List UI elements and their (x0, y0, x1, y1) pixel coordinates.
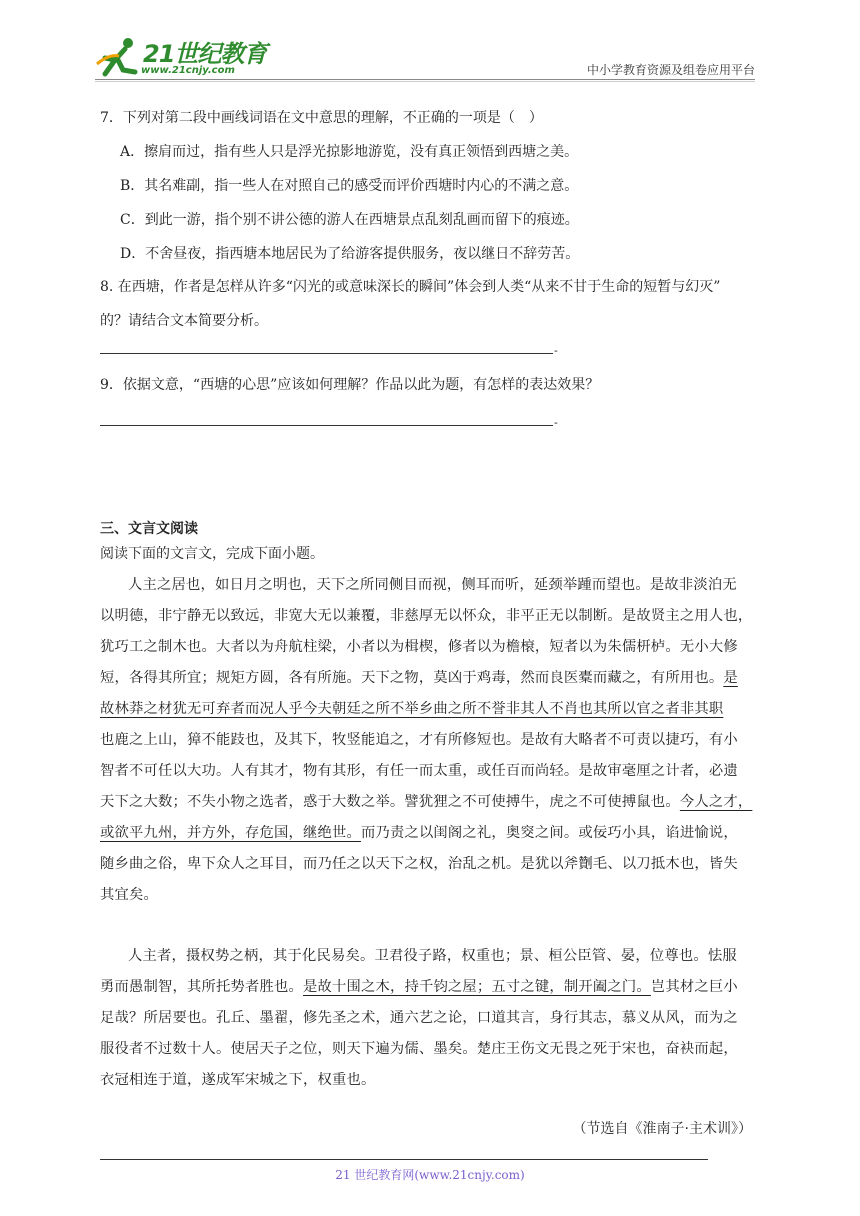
underlined-phrase: 是故十围之木，持千钧之屋；五寸之键，制开阖之门。 (302, 979, 651, 995)
passage-line: 人主之居也，如日月之明也，天下之所同侧目而视，侧耳而听，延颈举踵而望也。是故非淡泊无 (128, 577, 737, 593)
question-9-answer-dash: - (554, 416, 558, 429)
header-divider (95, 79, 755, 80)
logo-title: 21世纪教育 (143, 40, 267, 68)
passage-line: 天下之大数；不失小物之选者，惑于大数之举。譬犹狸之不可使搏牛，虎之不可使搏鼠也。今人之才， (100, 794, 753, 810)
section-intro: 阅读下面的文言文，完成下面小题。 (100, 546, 324, 562)
underlined-phrase: 今人之才， (679, 794, 753, 810)
underlined-phrase: 或欲平九州，并方外，存危国，继绝世。 (100, 825, 361, 841)
passage-line: 随乡曲之俗，卑下众人之耳目，而乃任之以天下之权，治乱之机。是犹以斧劗毛、以刀抵木也，皆失 (100, 856, 738, 872)
site-logo (95, 34, 267, 80)
question-8-answer-line (100, 353, 553, 354)
question-7-option-a: A．擦肩而过，指有些人只是浮光掠影地游览，没有真正领悟到西塘之美。 (120, 144, 579, 160)
passage-line: 衣冠相连于道，遂成军宋城之下，权重也。 (100, 1072, 376, 1088)
footer-divider (100, 1159, 708, 1160)
question-7-stem: 7．下列对第二段中画线词语在文中意思的理解，不正确的一项是（ ） (100, 110, 543, 126)
passage-source: （节选自《淮南子·主术训》） (572, 1121, 752, 1137)
question-7-option-d: D．不舍昼夜，指西塘本地居民为了给游客提供服务，夜以继日不辞劳苦。 (120, 246, 580, 262)
underlined-phrase: 故林莽之材犹无可弃者而况人乎今夫朝廷之所不举乡曲之所不誉非其人不肖也其所以官之者非其职 (100, 701, 724, 717)
passage-line: 以明德，非宁静无以致远，非宽大无以兼覆，非慈厚无以怀众，非平正无以制断。是故贤主之用人也， (100, 608, 753, 624)
section-title: 三、文言文阅读 (100, 521, 198, 537)
header-platform-name: 中小学教育资源及组卷应用平台 (586, 63, 755, 77)
question-9-stem: 9．依据文意，“西塘的心思”应该如何理解？作品以此为题，有怎样的表达效果？ (100, 377, 600, 393)
question-8-line-1: 8. 在西塘，作者是怎样从许多“闪光的或意味深长的瞬间”体会到人类“从来不甘于生命的短暂与幻灭” (100, 279, 721, 295)
passage-line: 服役者不过数十人。使居天子之位，则天下遍为儒、墨矣。楚庄王伤文无畏之死于宋也，奋袂而起， (100, 1041, 738, 1057)
passage-line: 犹巧工之制木也。大者以为舟航柱梁，小者以为楫楔，修者以为檐榱，短者以为朱儒枅栌。无小大修 (100, 639, 738, 655)
passage-line: 足哉？所居要也。孔丘、墨翟，修先圣之术，通六艺之论，口道其言，身行其志，慕义从风，而为之 (100, 1010, 738, 1026)
header-divider-thin (95, 81, 755, 82)
logo-url: www.21cnjy.com (141, 65, 235, 76)
passage-line: 人主者，摄权势之柄，其于化民易矣。卫君役子路，权重也；景、桓公臣管、晏，位尊也。怯服 (128, 948, 737, 964)
question-9-answer-line (100, 425, 553, 426)
passage-line: 智者不可任以大功。人有其才，物有其形，有任一而太重，或任百而尚轻。是故审毫厘之计者，必遗 (100, 763, 738, 779)
passage-line (100, 694, 764, 725)
passage-line: 其宜矣。 (100, 887, 158, 903)
question-8-answer-dash: - (554, 344, 558, 357)
runner-icon (95, 36, 143, 78)
passage-line: 也鹿之上山，獐不能跂也，及其下，牧竖能追之，才有所修短也。是故有大略者不可责以捷巧，有小 (100, 732, 738, 748)
passage-line: 短，各得其所宜；规矩方圆，各有所施。天下之物，莫凶于鸡毒，然而良医橐而藏之，有所用也。是 (100, 670, 738, 686)
passage-line: 勇而愚制智，其所托势者胜也。是故十围之木，持千钧之屋；五寸之键，制开阖之门。岂其材之巨小 (100, 979, 738, 995)
question-7-option-b: B．其名难副，指一些人在对照自己的感受而评价西塘时内心的不满之意。 (120, 178, 579, 194)
underlined-phrase: 是 (723, 670, 738, 686)
passage-line: 或欲平九州，并方外，存危国，继绝世。而乃责之以闺阁之礼，奥窔之间。或佞巧小具，谄进愉说， (100, 825, 738, 841)
question-8-line-2: 的？请结合文本简要分析。 (100, 313, 268, 329)
question-7-option-c: C．到此一游，指个别不讲公德的游人在西塘景点乱刻乱画而留下的痕迹。 (120, 212, 579, 228)
footer-text: 21 世纪教育网(www.21cnjy.com) (335, 1168, 525, 1182)
